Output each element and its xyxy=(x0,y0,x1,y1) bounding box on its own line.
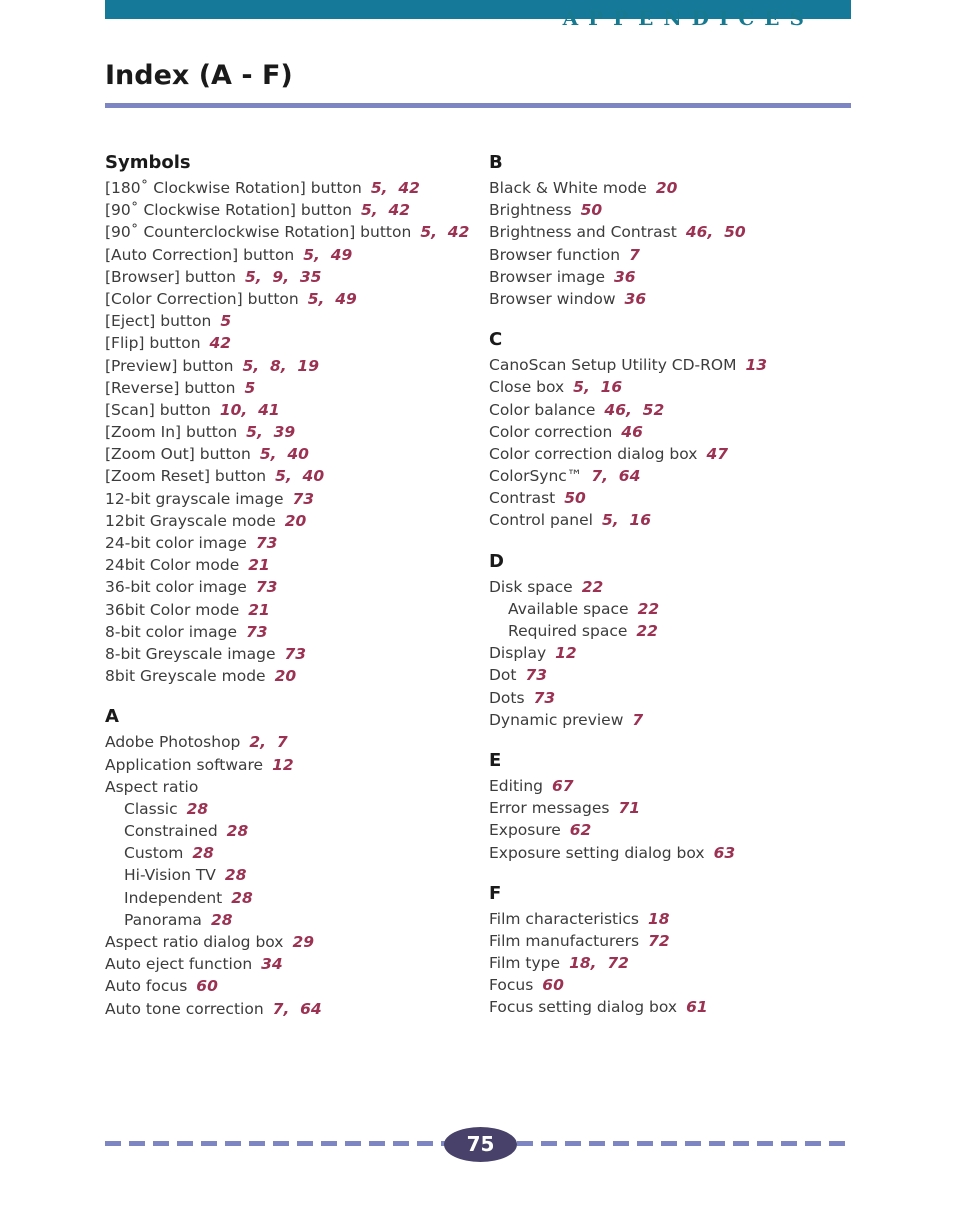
index-subentry xyxy=(105,864,475,886)
index-group xyxy=(489,328,851,532)
index-term: Exposure setting dialog box xyxy=(489,843,705,862)
index-term: [Zoom Out] button xyxy=(105,445,251,464)
index-term: CanoScan Setup Utility CD-ROM xyxy=(489,356,737,375)
index-page-refs[interactable]: 5, 49 xyxy=(307,289,357,308)
index-term: Browser window xyxy=(489,289,616,308)
index-entry xyxy=(489,709,851,731)
index-term: Auto focus xyxy=(105,977,188,996)
index-page-refs[interactable]: 5, 8, 19 xyxy=(242,356,319,375)
index-page-refs[interactable]: 28 xyxy=(210,910,233,929)
index-page-refs[interactable]: 20 xyxy=(274,667,297,686)
index-entry xyxy=(105,510,475,532)
index-page-refs[interactable]: 20 xyxy=(284,511,307,530)
index-page-refs[interactable]: 20 xyxy=(655,179,678,197)
index-term: Brightness xyxy=(489,201,572,220)
index-entry xyxy=(105,621,475,643)
index-page-refs[interactable]: 62 xyxy=(569,821,592,840)
index-page-refs[interactable]: 34 xyxy=(261,955,283,974)
index-entry xyxy=(105,554,475,576)
index-entry xyxy=(489,399,851,421)
index-page-refs[interactable]: 22 xyxy=(636,622,658,640)
index-page-refs[interactable]: 13 xyxy=(745,356,768,375)
index-page-refs[interactable]: 5, 42 xyxy=(420,223,470,242)
index-page-refs[interactable]: 46, 50 xyxy=(685,223,746,242)
index-page-refs[interactable]: 73 xyxy=(284,644,307,663)
index-entry xyxy=(489,443,851,465)
index-entry xyxy=(105,998,475,1020)
index-entry xyxy=(489,952,851,974)
index-page-refs[interactable]: 63 xyxy=(713,843,736,862)
index-term: 36-bit color image xyxy=(105,578,247,597)
index-entry xyxy=(489,465,851,487)
index-entry xyxy=(489,376,851,398)
index-term: Black & White mode xyxy=(489,179,647,197)
index-page-refs[interactable]: 36 xyxy=(624,289,647,308)
index-term: [Flip] button xyxy=(105,334,201,353)
index-term: Classic xyxy=(124,799,178,818)
index-entry xyxy=(105,288,475,310)
index-entry xyxy=(489,244,851,266)
index-entry xyxy=(489,996,851,1018)
index-term: 8bit Greyscale mode xyxy=(105,667,266,686)
index-term: Close box xyxy=(489,378,565,397)
index-page-refs[interactable]: 5, 9, 35 xyxy=(244,267,322,286)
index-entry xyxy=(489,487,851,509)
index-entry xyxy=(489,576,851,598)
index-page-refs[interactable]: 10, 41 xyxy=(219,400,280,419)
index-entry xyxy=(105,377,475,399)
index-group xyxy=(489,151,851,310)
index-page-refs[interactable]: 67 xyxy=(552,776,574,795)
index-term: Browser image xyxy=(489,267,606,286)
index-group-heading: D xyxy=(489,550,504,572)
index-entry xyxy=(105,665,475,687)
index-entry xyxy=(105,576,475,598)
index-entry xyxy=(489,288,851,310)
index-entry xyxy=(489,775,851,797)
index-group xyxy=(489,550,851,731)
index-entry xyxy=(489,266,851,288)
index-page-refs[interactable]: 29 xyxy=(292,933,315,951)
index-entry xyxy=(105,532,475,554)
index-entry xyxy=(105,310,475,332)
index-page-refs[interactable]: 7 xyxy=(629,245,640,264)
index-term: 36bit Color mode xyxy=(105,600,240,619)
index-entry xyxy=(105,488,475,510)
index-entry xyxy=(105,399,475,421)
index-term: Dot xyxy=(489,666,517,685)
index-term: Editing xyxy=(489,776,543,795)
index-entry xyxy=(105,754,475,776)
footer-dashed-rule-right xyxy=(517,1141,851,1146)
index-entry xyxy=(105,931,475,953)
index-term: Focus xyxy=(489,976,534,995)
index-term: Adobe Photoshop xyxy=(105,733,241,752)
index-page-refs[interactable]: 5, 42 xyxy=(361,201,411,220)
index-term: Constrained xyxy=(124,822,218,841)
index-term: Display xyxy=(489,644,547,663)
index-term: Aspect ratio dialog box xyxy=(105,933,284,951)
index-page-refs[interactable]: 73 xyxy=(292,489,315,508)
index-page-refs[interactable]: 60 xyxy=(196,977,218,996)
index-term: [90˚ Clockwise Rotation] button xyxy=(105,201,353,220)
index-page-refs[interactable]: 5, 40 xyxy=(275,467,325,486)
index-subentry xyxy=(105,909,475,931)
index-page-refs[interactable]: 5, 16 xyxy=(601,511,652,530)
index-entry xyxy=(489,354,851,376)
index-page-refs[interactable]: 12 xyxy=(272,755,294,774)
index-term: [Scan] button xyxy=(105,400,211,419)
index-term: Disk space xyxy=(489,577,573,596)
index-term: [Zoom Reset] button xyxy=(105,467,267,486)
index-term: [Eject] button xyxy=(105,312,212,331)
index-term: [180˚ Clockwise Rotation] button xyxy=(105,179,362,197)
index-group xyxy=(105,705,475,1019)
index-page-refs[interactable]: 46, 52 xyxy=(604,400,665,419)
index-page-refs[interactable]: 50 xyxy=(580,201,603,220)
index-entry xyxy=(489,974,851,996)
index-entry xyxy=(489,819,851,841)
index-term: Dots xyxy=(489,688,525,707)
index-entry xyxy=(489,509,851,531)
index-term: Color balance xyxy=(489,400,596,419)
index-page-refs[interactable]: 5 xyxy=(244,378,256,397)
index-term: 24bit Color mode xyxy=(105,556,240,575)
index-subentry xyxy=(489,598,851,620)
index-page-refs[interactable]: 28 xyxy=(224,866,247,885)
index-group xyxy=(489,882,851,1019)
index-entry xyxy=(489,421,851,443)
index-term: Dynamic preview xyxy=(489,710,624,729)
index-term: Color correction xyxy=(489,422,613,441)
index-page-refs[interactable]: 28 xyxy=(192,844,214,863)
index-entry xyxy=(105,177,475,199)
index-subentry xyxy=(105,798,475,820)
index-page-refs[interactable]: 22 xyxy=(581,577,604,596)
index-term: [Browser] button xyxy=(105,267,236,286)
index-page-refs[interactable]: 28 xyxy=(231,888,253,907)
index-term: [Zoom In] button xyxy=(105,423,238,442)
index-page-refs[interactable]: 5, 40 xyxy=(259,445,309,464)
index-term: Film characteristics xyxy=(489,909,640,928)
index-subentry xyxy=(105,820,475,842)
index-entry xyxy=(489,642,851,664)
index-group-heading: E xyxy=(489,749,502,771)
index-page-refs[interactable]: 73 xyxy=(255,534,278,552)
index-page-refs[interactable]: 73 xyxy=(525,666,548,685)
index-entry xyxy=(105,221,475,243)
index-page-refs[interactable]: 42 xyxy=(209,334,232,353)
index-term: Color correction dialog box xyxy=(489,444,698,463)
page-title: Index (A - F) xyxy=(105,60,293,91)
index-term: Application software xyxy=(105,755,264,774)
footer-dashed-rule-left xyxy=(105,1141,445,1146)
index-entry xyxy=(105,332,475,354)
index-term: Exposure xyxy=(489,821,561,840)
index-subentry xyxy=(105,887,475,909)
index-page-refs[interactable]: 28 xyxy=(186,799,209,818)
index-page-refs[interactable]: 5 xyxy=(220,312,232,331)
index-page-refs[interactable]: 22 xyxy=(637,599,660,618)
index-term: Panorama xyxy=(124,910,202,929)
index-entry xyxy=(105,244,475,266)
index-entry xyxy=(489,842,851,864)
index-entry xyxy=(105,643,475,665)
index-entry xyxy=(105,776,475,798)
index-term: Contrast xyxy=(489,489,556,508)
index-page-refs[interactable]: 72 xyxy=(648,931,670,950)
index-entry xyxy=(105,443,475,465)
index-term: Independent xyxy=(124,888,223,907)
index-entry xyxy=(489,930,851,952)
index-page-refs[interactable]: 73 xyxy=(255,578,278,597)
index-page-refs[interactable]: 21 xyxy=(248,556,270,575)
index-term: 8-bit color image xyxy=(105,622,237,641)
index-entry xyxy=(489,687,851,709)
index-entry xyxy=(105,975,475,997)
index-group xyxy=(489,749,851,864)
index-group-heading: Symbols xyxy=(105,152,191,173)
index-term: Auto eject function xyxy=(105,955,253,974)
index-entry xyxy=(489,221,851,243)
index-term: Browser function xyxy=(489,245,621,264)
index-subentry xyxy=(105,842,475,864)
index-subentry xyxy=(489,620,851,642)
index-page-refs[interactable]: 73 xyxy=(245,622,268,641)
index-page-refs[interactable]: 18, 72 xyxy=(569,954,629,973)
index-term: Aspect ratio xyxy=(105,777,199,796)
index-group-heading: F xyxy=(489,882,502,904)
index-entry xyxy=(489,797,851,819)
index-entry xyxy=(105,199,475,221)
index-term: Auto tone correction xyxy=(105,999,264,1018)
index-entry xyxy=(105,953,475,975)
index-term: [90˚ Counterclockwise Rotation] button xyxy=(105,223,412,242)
index-term: 12-bit grayscale image xyxy=(105,489,284,508)
index-entry xyxy=(105,465,475,487)
index-term: Film manufacturers xyxy=(489,931,640,950)
index-term: Available space xyxy=(508,599,629,618)
title-rule xyxy=(105,103,851,108)
index-term: [Color Correction] button xyxy=(105,289,299,308)
index-entry xyxy=(105,355,475,377)
index-page-refs[interactable]: 73 xyxy=(533,688,556,707)
index-page-refs[interactable]: 47 xyxy=(706,444,729,463)
index-page-refs[interactable]: 7, 64 xyxy=(272,999,322,1018)
index-page-refs[interactable]: 5, 42 xyxy=(370,179,420,197)
index-entry xyxy=(489,664,851,686)
index-entry xyxy=(489,199,851,221)
index-entry xyxy=(105,421,475,443)
index-term: Required space xyxy=(508,622,628,640)
index-entry xyxy=(105,731,475,753)
index-page-refs[interactable]: 60 xyxy=(542,976,564,995)
index-page-refs[interactable]: 36 xyxy=(614,267,636,286)
index-page-refs[interactable]: 7, 64 xyxy=(591,467,641,486)
index-group-heading: C xyxy=(489,329,503,351)
index-column-right xyxy=(489,151,851,1037)
index-page-refs[interactable]: 21 xyxy=(248,600,270,619)
index-entry xyxy=(105,599,475,621)
index-term: Film type xyxy=(489,954,561,973)
index-page-refs[interactable]: 28 xyxy=(226,822,249,841)
index-term: Focus setting dialog box xyxy=(489,998,678,1017)
index-term: Control panel xyxy=(489,511,593,530)
index-term: 24-bit color image xyxy=(105,534,247,552)
index-page-refs[interactable]: 5, 39 xyxy=(246,423,296,442)
index-page-refs[interactable]: 2, 7 xyxy=(249,733,288,752)
index-page-refs[interactable]: 50 xyxy=(564,489,586,508)
index-entry xyxy=(489,177,851,199)
index-term: [Reverse] button xyxy=(105,378,236,397)
section-tag: APPENDICES xyxy=(562,6,814,30)
index-term: ColorSync™ xyxy=(489,467,583,486)
index-group-heading: B xyxy=(489,152,503,173)
index-page-refs[interactable]: 7 xyxy=(632,710,644,729)
index-page-refs[interactable]: 5, 16 xyxy=(573,378,623,397)
index-page-refs[interactable]: 5, 49 xyxy=(303,245,353,264)
index-term: [Preview] button xyxy=(105,356,234,375)
index-page-refs[interactable]: 71 xyxy=(618,799,641,818)
page-number-badge: 75 xyxy=(444,1127,517,1162)
index-page-refs[interactable]: 18 xyxy=(648,909,670,928)
index-term: 12bit Grayscale mode xyxy=(105,511,276,530)
index-term: Custom xyxy=(124,844,184,863)
index-entry xyxy=(105,266,475,288)
index-term: 8-bit Greyscale image xyxy=(105,644,276,663)
index-entry xyxy=(489,908,851,930)
index-column-left xyxy=(105,151,475,1038)
index-group xyxy=(105,151,475,687)
index-page-refs[interactable]: 12 xyxy=(555,644,577,663)
index-term: [Auto Correction] button xyxy=(105,245,295,264)
index-term: Hi-Vision TV xyxy=(124,866,216,885)
index-page-refs[interactable]: 61 xyxy=(686,998,708,1017)
index-page-refs[interactable]: 46 xyxy=(621,422,643,441)
index-term: Brightness and Contrast xyxy=(489,223,677,242)
index-term: Error messages xyxy=(489,799,610,818)
index-group-heading: A xyxy=(105,706,119,728)
